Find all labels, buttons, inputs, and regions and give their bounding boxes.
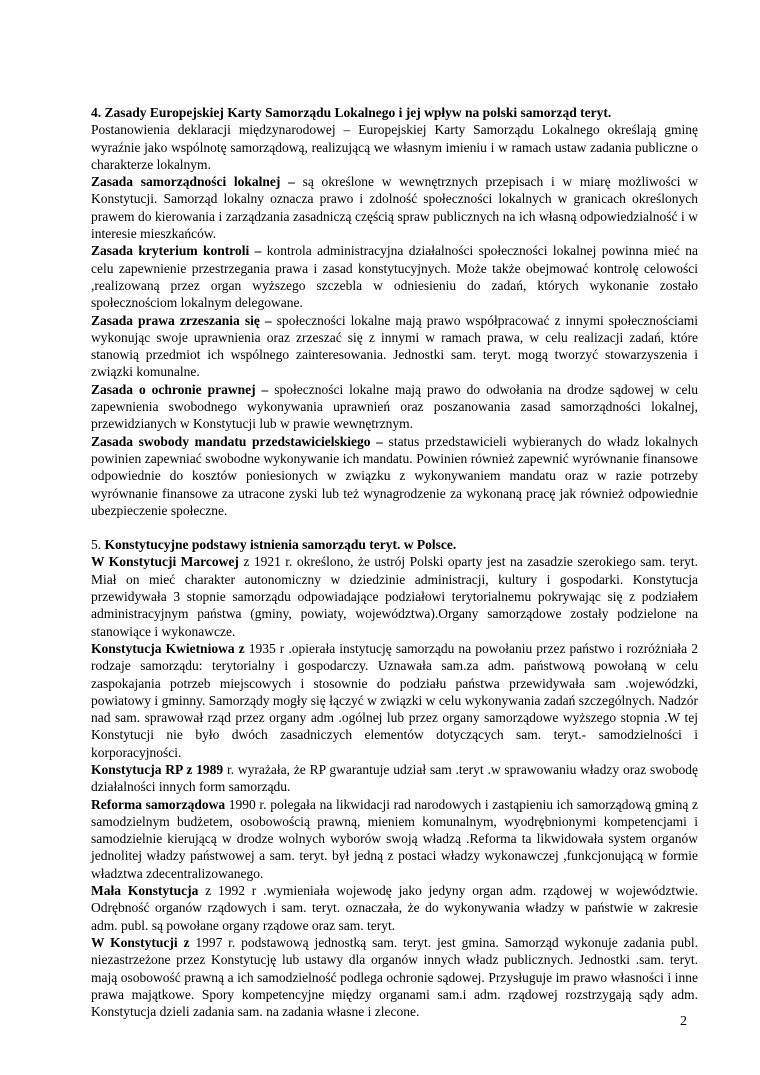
section-5-paragraph: Konstytucja Kwietniowa z 1935 r .opierała instytucję samorządu na powołaniu przez państwo i rozróżniała 2 rodzaje samorządu: terytorialny i gospodarczy. Uznawała sam.za adm. państwową powołaną w celu zaspokajania potrzeb miejscowych i stosownie do podziału państwa przewidywała sam .wojewódzki, powiatowy i gminny. Samorządy mogły się łączyć w związki w celu wykonywania zadań szczególnych. Nadzór nad sam. sprawował rząd przez organy adm .ogólnej lub przez organy samorządowe wyższego stopnia .W tej Konstytucji nie było dwóch zasadniczych elementów dotyczących sam. teryt.- samodzielności i korporacyjności. [91,640,698,760]
principle-term: Zasada o ochronie prawnej – [91,381,269,397]
section-5-paragraph: Mała Konstytucja z 1992 r .wymieniała wojewodę jako jedyny organ adm. rządowej w województwie. Odrębność organów rządowych i sam. teryt. oznaczała, że do wykonywania władzy w państwie w zakresie adm. publ. są powołane organy rządowe oraz sam. teryt. [91,883,698,933]
section-4-paragraph: Zasada prawa zrzeszania się – społeczności lokalne mają prawo współpracować z innymi społecznościami wykonując swoje uprawnienia oraz zrzeszać się z innymi w ramach prawa, w celu realizacji zadań, które stanowią przedmiot ich wspólnego zainteresowania. Jednostki sam. teryt. mogą tworzyć stowarzyszenia i związki komunalne. [91,312,698,380]
page-number: 2 [680,1014,687,1029]
section-5-paragraph: Konstytucja RP z 1989 r. wyrażała, że RP gwarantuje udział sam .teryt .w sprawowaniu władzy oraz swobodę działalności innych form samorządu. [91,761,699,795]
section-4-heading: 4. Zasady Europejskiej Karty Samorządu Lokalnego i jej wpływ na polski samorząd teryt. [91,105,612,120]
principle-term: Zasada prawa zrzeszania się – [91,312,272,328]
constitution-term: Konstytucja RP z 1989 [91,761,224,777]
section-4-paragraph: Zasada kryterium kontroli – kontrola administracyjna działalności społeczności lokalnej powinna mieć na celu zapewnienie przestrzegania prawa i zasad konstytucyjnych. Może także obejmować kontrolę celowości ,realizowaną przez organ wyższego szczebla w odniesieniu do zadań, których wykonanie zostało społecznościom lokalnym delegowane. [91,243,698,311]
section-4-paragraph: Zasada samorządności lokalnej – są określone w wewnętrznych przepisach i w miarę możliwości w Konstytucji. Samorząd lokalny oznacza prawo i zdolność społeczności lokalnych w granicach określonych prawem do kierowania i zarządzania zasadniczą częścią spraw publicznych na ich własną odpowiedzialność i w interesie mieszkańców. [91,174,698,242]
document-page [91,104,698,1020]
constitution-term: Konstytucja Kwietniowa z [91,640,245,656]
constitution-term: W Konstytucji Marcowej [91,554,239,570]
section-4-paragraph: Zasada swobody mandatu przedstawicielskiego – status przedstawicieli wybieranych do władz lokalnych powinien zapewniać swobodne wykonywanie ich mandatu. Powinien również zapewnić wyrównanie finansowe odpowiednie do kosztów poniesionych w związku z wykonywaniem mandatu oraz w razie potrzeby wyrównanie finansowe za utracone zyski lub też wynagrodzenie za wykonaną pracę jak również odpowiednie ubezpieczenie społeczne. [91,433,698,518]
constitution-term: Reforma samorządowa [91,796,226,812]
section-5-paragraph: Reforma samorządowa 1990 r. polegała na likwidacji rad narodowych i zastąpieniu ich samorządową gminą z samodzielnym budżetem, osobowością prawną, mieniem komunalnym, wyodrębnionymi kompetencjami i samodzielnie kierującą w drodze wolnych wyborów swoją władzą .Reforma ta likwidowała system organów jednolitej władzy państwowej a sam. teryt. był jedną z postaci władzy wykonawczej ,funkcjonującą w formie władztwa zdecentralizowanego. [91,796,699,881]
principle-term: Zasada swobody mandatu przedstawicielskiego – [91,433,383,449]
section-5-number: 5. [91,537,105,553]
section-4-paragraph: Zasada o ochronie prawnej – społeczności lokalne mają prawo do odwołania na drodze sądowej w celu zapewnienia swobodnego wykonywania uprawnień oraz poszanowania zasad samorządności lokalnej, przewidzianych w Konstytucji lub w prawie wewnętrznym. [91,381,698,432]
principle-term: Zasada samorządności lokalnej – [91,174,295,190]
constitution-term: W Konstytucji z [91,934,190,950]
section-4-paragraph: Postanowienia deklaracji międzynarodowej – Europejskiej Karty Samorządu Lokalnego określają gminę wyraźnie jako wspólnotę samorządową, realizującą we własnym imieniu i w ramach ustaw zadania publiczne o charakterze lokalnym. [91,122,698,172]
section-5-heading: 5. Konstytucyjne podstawy istnienia samorządu teryt. w Polsce. [91,537,457,553]
principle-term: Zasada kryterium kontroli – [91,243,262,259]
section-5-paragraph: W Konstytucji z 1997 r. podstawową jednostką sam. teryt. jest gmina. Samorząd wykonuje zadania publ. niezastrzeżone przez Konstytucję lub ustawy dla organów innych władz publicznych. Jednostki .sam. teryt. mają osobowość prawną a ich samodzielność podlega ochronie sądowej. Przysługuje im prawo własności i inne prawa majątkowe. Spory kompetencyjne między organami sam.i adm. rządowej rozstrzygają sądy adm. Konstytucja dzieli zadania sam. na zadania własne i zlecone. [91,934,698,1020]
section-5-paragraph: W Konstytucji Marcowej z 1921 r. określono, że ustrój Polski oparty jest na zasadzie szerokiego sam. teryt. Miał on mieć charakter autonomiczny w dziedzinie administracji, kultury i gospodarki. Konstytucja przewidywała 3 stopnie samorządu odpowiadające podziałowi terytorialnemu pokrywając się z podziałem administracyjnym państwa (gminy, powiaty, województwa).Organy samorządowe zostały podzielone na stanowiące i wykonawcze. [91,554,698,639]
constitution-term: Mała Konstytucja [91,883,199,899]
